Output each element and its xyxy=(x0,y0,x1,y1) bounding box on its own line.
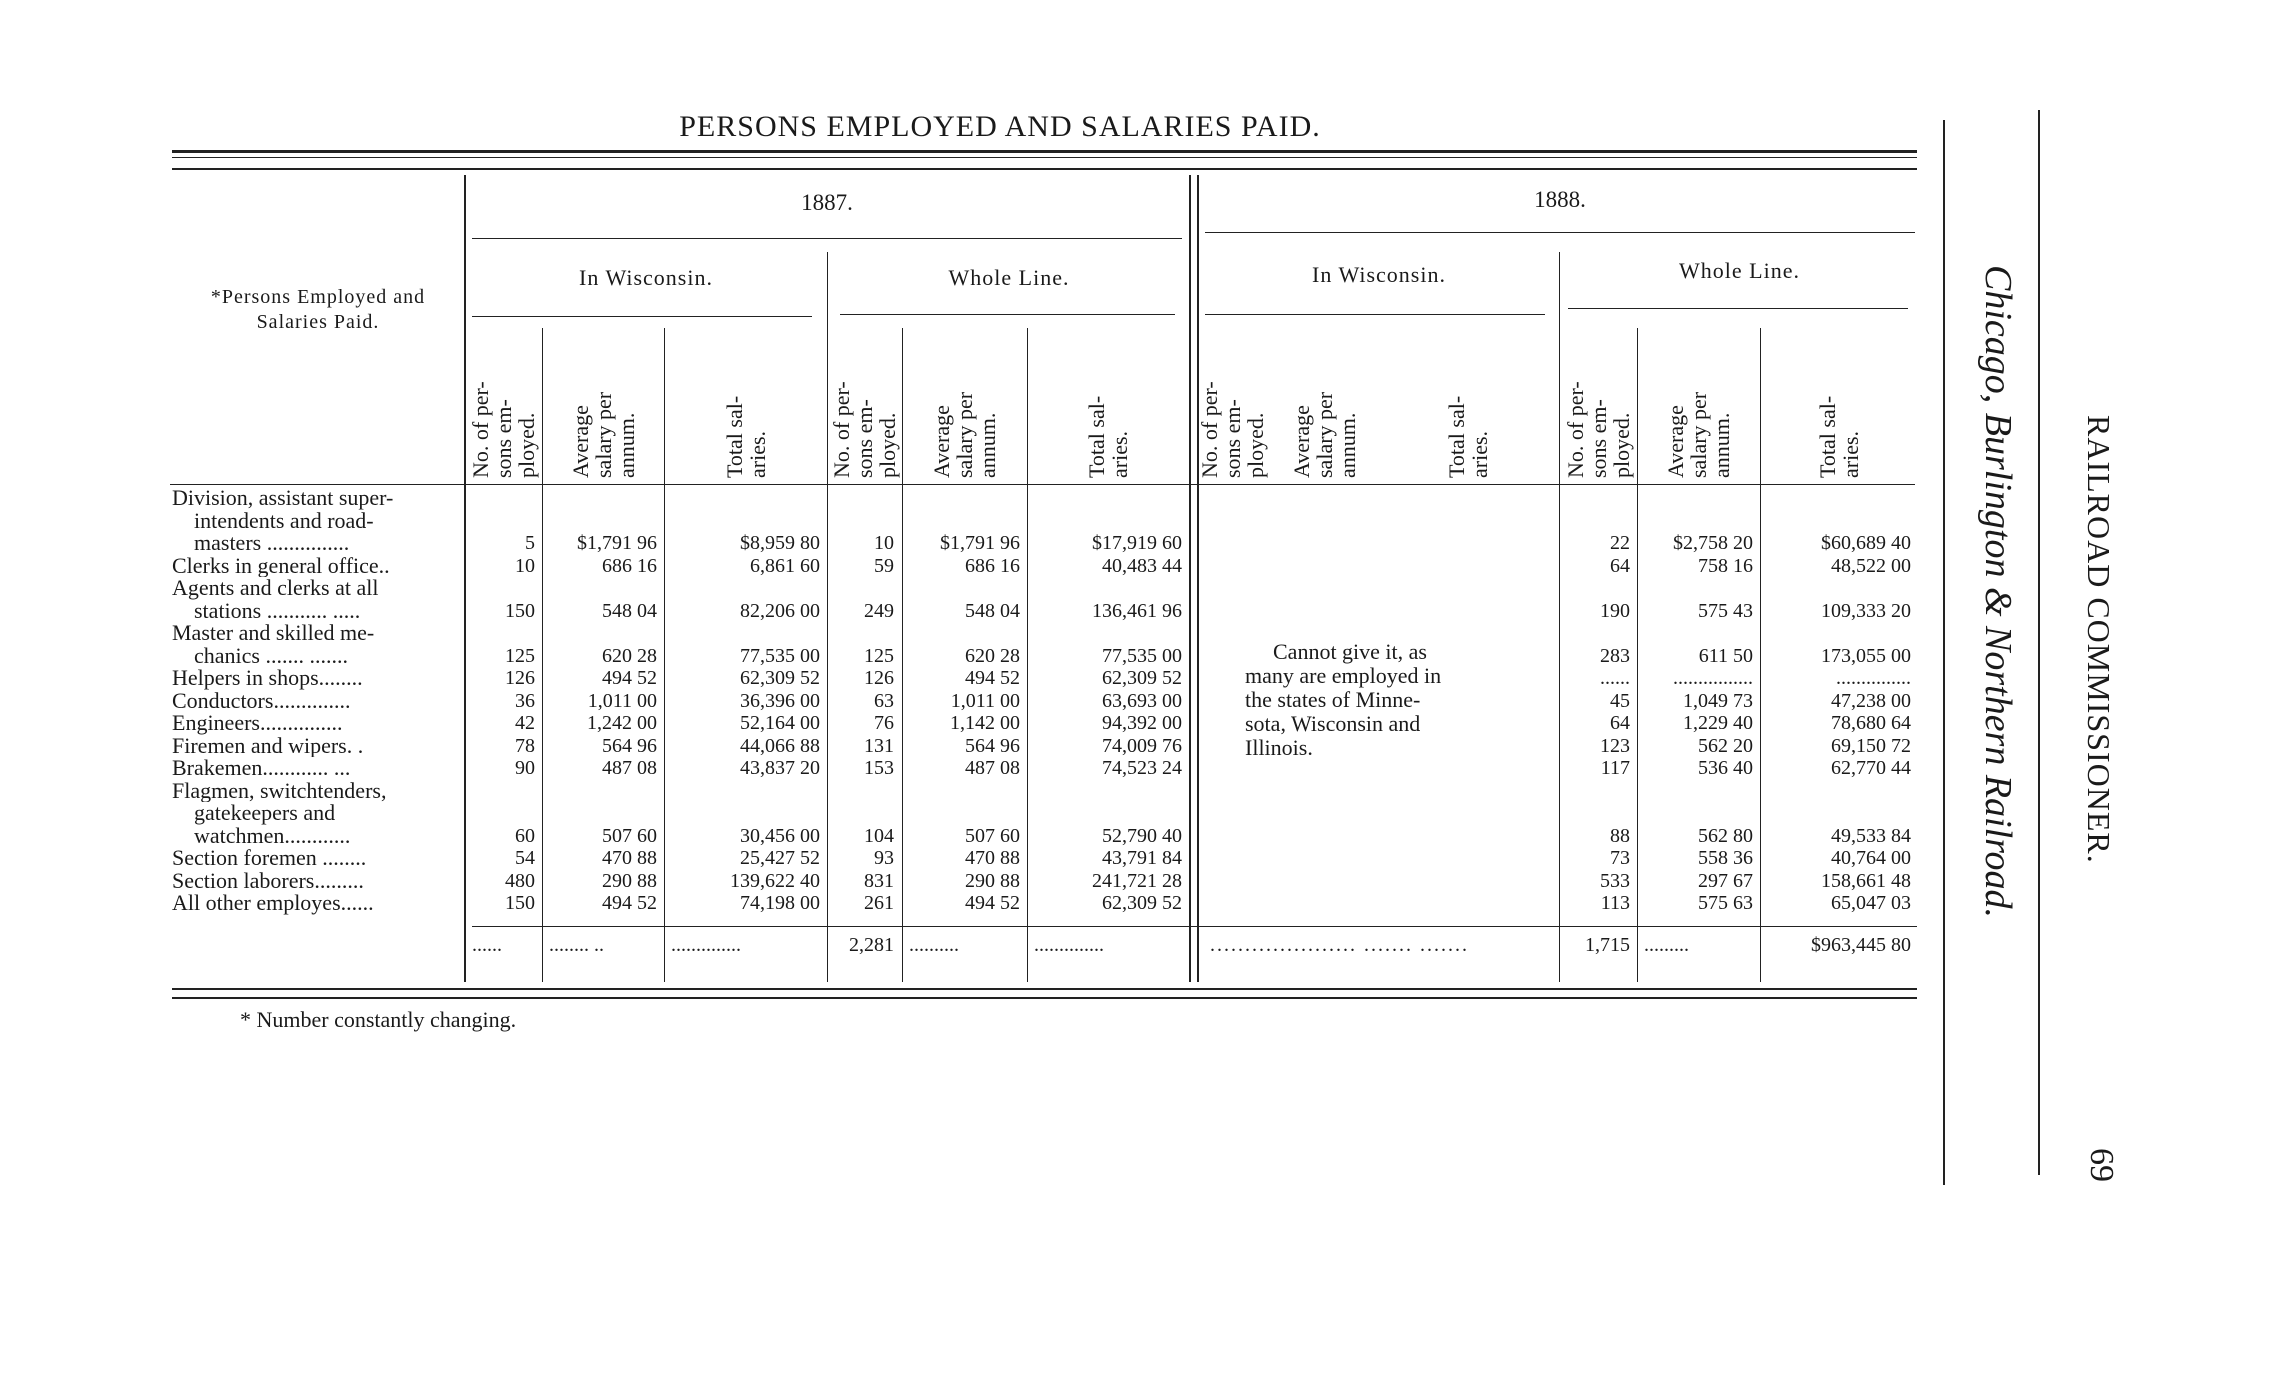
group-underline xyxy=(472,316,812,317)
group-wisconsin-1888: In Wisconsin. xyxy=(1312,262,1446,287)
table-cell: 564 96 xyxy=(965,734,1020,757)
table-cell: 1,229 40 xyxy=(1683,712,1753,734)
table-cell: 1,011 00 xyxy=(587,689,657,712)
table-cell: 48,522 00 xyxy=(1831,554,1911,577)
table-cell: 487 08 xyxy=(965,757,1020,779)
column-header-line: ployed. xyxy=(874,412,900,478)
row-label-line: intendents and road- xyxy=(194,509,374,532)
stub-header-line: *Persons Employed and xyxy=(210,286,426,308)
table-cell: 42 xyxy=(515,712,535,734)
bottom-rule xyxy=(172,988,1917,990)
table-cell: 126 xyxy=(505,667,535,689)
table-cell: 65,047 03 xyxy=(1831,892,1911,914)
table-cell: 62,309 52 xyxy=(1102,667,1182,689)
row-label-line: Section foremen ........ xyxy=(172,847,367,870)
table-cell: 62,770 44 xyxy=(1831,757,1911,779)
table-cell: 494 52 xyxy=(602,892,657,914)
total-cell: 2,281 xyxy=(849,934,894,956)
table-cell: 74,198 00 xyxy=(740,892,820,914)
column-header-line: Average xyxy=(929,405,954,478)
note-line: Cannot give it, as xyxy=(1273,639,1427,664)
bottom-rule-2 xyxy=(172,997,1917,999)
table-cell: 575 43 xyxy=(1698,599,1753,622)
table-cell: 64 xyxy=(1610,554,1630,577)
table-cell: 562 80 xyxy=(1698,824,1753,847)
col-line xyxy=(902,328,903,982)
group-divider-1887 xyxy=(827,252,828,982)
footnote: * Number constantly changing. xyxy=(240,1007,517,1032)
col-line xyxy=(1027,328,1028,982)
column-header-line: annum. xyxy=(1335,412,1360,478)
column-header-line: salary per xyxy=(952,391,977,478)
table-cell: ............... xyxy=(1836,667,1911,689)
table-cell: 153 xyxy=(864,757,894,779)
column-header xyxy=(469,328,538,478)
table-cell: ...... xyxy=(1600,667,1630,689)
table-cell: 548 04 xyxy=(965,599,1020,622)
total-cell: .............. xyxy=(1034,934,1104,956)
table-cell: 90 xyxy=(515,757,535,779)
table-cell: 470 88 xyxy=(602,847,657,869)
year-underline-1887 xyxy=(472,238,1182,239)
table-cell: 10 xyxy=(515,554,535,577)
row-label-line: Firemen and wipers. . xyxy=(172,734,364,757)
table-cell: 533 xyxy=(1600,869,1630,892)
total-cell: .............. xyxy=(671,934,741,956)
total-cell: ...... xyxy=(472,934,502,956)
year-1887: 1887. xyxy=(801,190,853,215)
column-header-line: Total sal- xyxy=(1815,395,1840,478)
table-cell: 10 xyxy=(874,532,894,554)
table-cell: 494 52 xyxy=(965,892,1020,914)
column-header xyxy=(1664,328,1733,478)
table-cell: 758 16 xyxy=(1698,554,1753,577)
row-label xyxy=(172,847,468,870)
table-cell: $17,919 60 xyxy=(1092,532,1182,554)
table-cell: 117 xyxy=(1600,757,1630,779)
table-cell: 69,150 72 xyxy=(1831,734,1911,757)
table-cell: 150 xyxy=(505,599,535,622)
table-cell: 686 16 xyxy=(602,554,657,577)
table-cell: 1,142 00 xyxy=(950,712,1020,734)
column-header-line: aries. xyxy=(744,430,770,478)
year-divider-a xyxy=(1189,175,1191,982)
column-header-line: annum. xyxy=(1709,412,1734,478)
column-header xyxy=(830,328,899,478)
table-cell: 77,535 00 xyxy=(740,644,820,667)
page-title: PERSONS EMPLOYED AND SALARIES PAID. xyxy=(679,110,1321,143)
table-cell: 76 xyxy=(874,712,894,734)
table-cell: 125 xyxy=(864,644,894,667)
column-header-line: Average xyxy=(1289,405,1314,478)
table-cell: 620 28 xyxy=(965,644,1020,667)
group-underline xyxy=(840,314,1175,315)
table-cell: $1,791 96 xyxy=(577,532,657,554)
table-cell: 686 16 xyxy=(965,554,1020,577)
table-cell: 109,333 20 xyxy=(1821,599,1911,622)
running-header: RAILROAD COMMISSIONER. xyxy=(2081,415,2117,864)
column-header xyxy=(1085,328,1131,478)
table-cell: 558 36 xyxy=(1698,847,1753,869)
table-cell: 562 20 xyxy=(1698,734,1753,757)
total-cell: ..................... ....... ....... xyxy=(1210,934,1469,956)
table-cell: 77,535 00 xyxy=(1102,644,1182,667)
table-cell: 74,009 76 xyxy=(1102,734,1182,757)
table-cell: 43,837 20 xyxy=(740,757,820,779)
table-cell: 470 88 xyxy=(965,847,1020,869)
table-cell: 63 xyxy=(874,689,894,712)
note-1888-wisconsin xyxy=(1245,640,1545,760)
table-cell: 190 xyxy=(1600,599,1630,622)
row-label-line: Section laborers......... xyxy=(172,869,364,892)
column-header-line: ployed. xyxy=(514,412,539,478)
table-cell: 136,461 96 xyxy=(1092,599,1182,622)
column-header-line: No. of per- xyxy=(468,381,493,478)
table-cell: 480 xyxy=(505,869,535,892)
table-cell: 44,066 88 xyxy=(740,734,820,757)
column-header-line: aries. xyxy=(1838,430,1863,478)
colhead-underline xyxy=(170,484,1915,485)
table-cell: 74,523 24 xyxy=(1102,757,1182,779)
row-label xyxy=(172,622,468,667)
table-cell: $2,758 20 xyxy=(1673,532,1753,554)
row-label xyxy=(172,555,468,578)
col-line xyxy=(542,328,543,982)
row-label-line: Clerks in general office.. xyxy=(172,554,390,577)
table-cell: $1,791 96 xyxy=(940,532,1020,554)
group-divider-1888 xyxy=(1559,252,1560,982)
row-label xyxy=(172,667,468,690)
table-cell: 548 04 xyxy=(602,599,657,622)
table-cell: 1,011 00 xyxy=(950,689,1020,712)
table-cell: 5 xyxy=(525,532,535,554)
column-header-line: Total sal- xyxy=(1443,395,1469,478)
table-cell: 22 xyxy=(1610,532,1630,554)
column-header-line: Total sal- xyxy=(721,395,747,478)
col-line xyxy=(1637,328,1638,982)
row-label xyxy=(172,780,468,848)
table-cell: 125 xyxy=(505,644,535,667)
table-cell: 52,790 40 xyxy=(1102,824,1182,847)
table-cell: 104 xyxy=(864,824,894,847)
table-cell: $8,959 80 xyxy=(740,532,820,554)
row-label-line: chanics ....... ....... xyxy=(194,644,348,667)
column-header-line: salary per xyxy=(1686,391,1711,478)
row-label-line: Brakemen............ ... xyxy=(172,757,351,780)
total-cell: .......... xyxy=(909,934,959,956)
table-cell: 36,396 00 xyxy=(740,689,820,712)
table-cell: 536 40 xyxy=(1698,757,1753,779)
table-cell: 6,861 60 xyxy=(750,554,820,577)
table-cell: 150 xyxy=(505,892,535,914)
table-cell: 62,309 52 xyxy=(1102,892,1182,914)
row-label-line: All other employes...... xyxy=(172,892,374,915)
col-line xyxy=(664,328,665,982)
column-header-line: salary per xyxy=(1312,391,1337,478)
column-header-line: Total sal- xyxy=(1084,395,1109,478)
table-cell: 25,427 52 xyxy=(740,847,820,869)
column-header-line: Average xyxy=(567,405,593,478)
row-label-line: gatekeepers and xyxy=(194,802,336,825)
table-cell: 45 xyxy=(1610,689,1630,712)
table-cell: 297 67 xyxy=(1698,869,1753,892)
total-cell: ......... xyxy=(1644,934,1689,956)
table-cell: 831 xyxy=(864,869,894,892)
margin-rule-1 xyxy=(1943,120,1945,1185)
table-cell: 575 63 xyxy=(1698,892,1753,914)
table-cell: 93 xyxy=(874,847,894,869)
table-cell: 507 60 xyxy=(602,824,657,847)
table-cell: 1,049 73 xyxy=(1683,689,1753,712)
table-cell: 126 xyxy=(864,667,894,689)
table-cell: 47,238 00 xyxy=(1831,689,1911,712)
row-label xyxy=(172,690,468,713)
table-cell: 94,392 00 xyxy=(1102,712,1182,734)
table-cell: 73 xyxy=(1610,847,1630,869)
row-label-line: watchmen............ xyxy=(194,824,351,847)
row-label-line: Engineers............... xyxy=(172,712,343,735)
table-cell: 113 xyxy=(1600,892,1630,914)
table-cell: 241,721 28 xyxy=(1092,869,1182,892)
table-cell: 40,764 00 xyxy=(1831,847,1911,869)
row-label-line: Division, assistant super- xyxy=(172,487,394,510)
group-whole-line-1887: Whole Line. xyxy=(948,265,1070,290)
table-cell: 52,164 00 xyxy=(740,712,820,734)
note-line: Illinois. xyxy=(1245,735,1313,760)
year-underline-1888 xyxy=(1205,232,1915,233)
column-header-line: No. of per- xyxy=(1196,381,1222,478)
note-line: sota, Wisconsin and xyxy=(1245,711,1421,736)
row-label-line: masters ............... xyxy=(194,532,350,555)
column-header xyxy=(1445,328,1491,478)
column-header xyxy=(1816,328,1862,478)
table-cell: 64 xyxy=(1610,712,1630,734)
table-cell: 63,693 00 xyxy=(1102,689,1182,712)
group-underline xyxy=(1205,314,1545,315)
total-cell: ........ .. xyxy=(549,934,604,956)
total-cell: $963,445 80 xyxy=(1811,934,1911,956)
table-cell: 494 52 xyxy=(965,667,1020,689)
table-cell: 59 xyxy=(874,554,894,577)
stub-header xyxy=(170,285,466,335)
column-header xyxy=(1198,328,1267,478)
row-label xyxy=(172,712,468,735)
column-header xyxy=(1290,328,1359,478)
column-header-line: aries. xyxy=(1107,430,1132,478)
table-cell: 49,533 84 xyxy=(1831,824,1911,847)
table-cell: 78,680 64 xyxy=(1831,712,1911,734)
column-header xyxy=(723,328,769,478)
column-header-line: sons em- xyxy=(851,399,877,478)
table-cell: 62,309 52 xyxy=(740,667,820,689)
row-label xyxy=(172,735,468,758)
table-cell: 249 xyxy=(864,599,894,622)
row-label xyxy=(172,757,468,780)
year-1888: 1888. xyxy=(1534,187,1586,212)
note-line: many are employed in xyxy=(1245,663,1442,688)
table-cell: 158,661 48 xyxy=(1821,869,1911,892)
row-labels xyxy=(172,487,468,915)
column-header-line: No. of per- xyxy=(828,381,854,478)
column-header-line: ployed. xyxy=(1609,412,1634,478)
column-header-line: aries. xyxy=(1466,430,1492,478)
table-cell: $60,689 40 xyxy=(1821,532,1911,554)
table-cell: 131 xyxy=(864,734,894,757)
row-label-line: stations ........... ..... xyxy=(194,599,361,622)
group-underline xyxy=(1568,308,1908,309)
table-cell: 290 88 xyxy=(602,869,657,892)
table-cell: 507 60 xyxy=(965,824,1020,847)
page-number: 69 xyxy=(2083,1148,2120,1182)
table-cell: 494 52 xyxy=(602,667,657,689)
margin-rule-2 xyxy=(2038,110,2040,1175)
group-whole-line-1888: Whole Line. xyxy=(1679,258,1800,283)
row-label xyxy=(172,577,468,622)
table-cell: 1,242 00 xyxy=(587,712,657,734)
table-cell: 123 xyxy=(1600,734,1630,757)
col-line xyxy=(1760,328,1761,982)
row-label xyxy=(172,870,468,893)
table-cell: 564 96 xyxy=(602,734,657,757)
table-cell: 40,483 44 xyxy=(1102,554,1182,577)
top-rule-2 xyxy=(172,168,1917,170)
table-cell: 283 xyxy=(1600,644,1630,667)
row-label-line: Helpers in shops........ xyxy=(172,667,363,690)
row-label-line: Agents and clerks at all xyxy=(172,577,379,600)
column-header-line: sons em- xyxy=(491,399,516,478)
table-cell: 290 88 xyxy=(965,869,1020,892)
table-cell: ................ xyxy=(1673,667,1753,689)
top-rule-thin xyxy=(172,157,1917,158)
row-label-line: Flagmen, switchtenders, xyxy=(172,779,387,802)
column-header-line: annum. xyxy=(975,412,1000,478)
table-cell: 88 xyxy=(1610,824,1630,847)
table-cell: 82,206 00 xyxy=(740,599,820,622)
column-header-line: salary per xyxy=(590,391,616,478)
table-cell: 139,622 40 xyxy=(730,869,820,892)
total-cell: 1,715 xyxy=(1585,934,1630,956)
stub-header-line: Salaries Paid. xyxy=(256,311,380,333)
group-wisconsin-1887: In Wisconsin. xyxy=(579,265,713,290)
table-cell: 43,791 84 xyxy=(1102,847,1182,869)
row-label xyxy=(172,487,468,555)
table-cell: 261 xyxy=(864,892,894,914)
column-header-line: ployed. xyxy=(1242,412,1268,478)
table-cell: 54 xyxy=(515,847,535,869)
table-cell: 60 xyxy=(515,824,535,847)
column-header-line: sons em- xyxy=(1219,399,1245,478)
column-header-line: sons em- xyxy=(1586,399,1611,478)
note-line: the states of Minne- xyxy=(1245,687,1421,712)
table-cell: 620 28 xyxy=(602,644,657,667)
row-label xyxy=(172,892,468,915)
table-cell: 611 50 xyxy=(1698,644,1753,667)
row-label-line: Conductors.............. xyxy=(172,689,351,712)
column-header xyxy=(569,328,638,478)
top-rule xyxy=(172,150,1917,153)
row-label-line: Master and skilled me- xyxy=(172,622,375,645)
table-cell: 78 xyxy=(515,734,535,757)
column-header-line: annum. xyxy=(613,412,639,478)
table-cell: 487 08 xyxy=(602,757,657,779)
column-header xyxy=(930,328,999,478)
company-name: Chicago, Burlington & Northern Railroad. xyxy=(1977,265,2019,919)
column-header-line: No. of per- xyxy=(1563,381,1588,478)
total-rule xyxy=(472,926,1917,927)
column-header-line: Average xyxy=(1663,405,1688,478)
column-header xyxy=(1564,328,1633,478)
year-divider-b xyxy=(1197,175,1199,982)
table-cell: 36 xyxy=(515,689,535,712)
table-cell: 30,456 00 xyxy=(740,824,820,847)
table-cell: 173,055 00 xyxy=(1821,644,1911,667)
